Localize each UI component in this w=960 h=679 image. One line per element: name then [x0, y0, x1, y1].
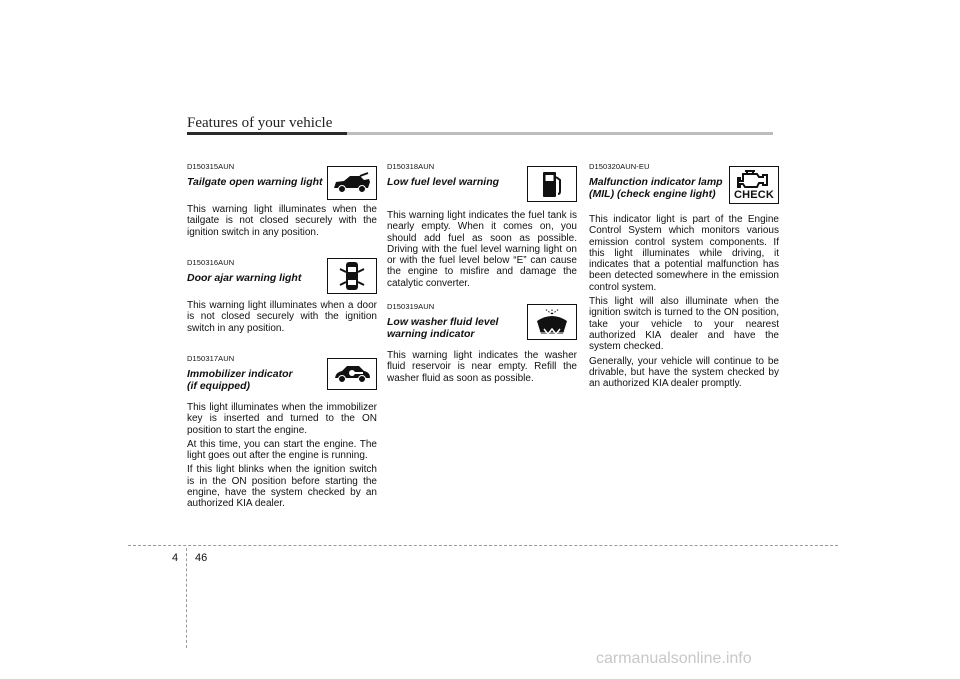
paragraph: This light will also illuminate when the ignition switch is turned to the ON position, take your vehicle to your nearest authorized KIA dealer and have the system checked. [589, 296, 779, 353]
door-ajar-icon [327, 258, 377, 294]
section-code: D150316AUN [187, 258, 235, 267]
watermark-text: carmanualsonline.info [596, 650, 752, 667]
section-title: Door ajar warning light [187, 272, 302, 284]
check-label: CHECK [733, 188, 775, 201]
paragraph: This warning light illuminates when a door is not closed securely with the ignition switch in any position. [187, 300, 377, 334]
section-body [387, 350, 577, 384]
column-1 [187, 162, 377, 513]
section-immobilizer [187, 354, 377, 510]
section-body [387, 210, 577, 289]
page-header-title: Features of your vehicle [187, 115, 333, 131]
section-code: D150315AUN [187, 162, 235, 171]
tailgate-open-icon [327, 166, 377, 200]
section-code: D150320AUN-EU [589, 162, 650, 171]
immobilizer-icon [327, 358, 377, 390]
section-body [187, 402, 377, 510]
washer-fluid-icon [527, 304, 577, 340]
footer-rule [128, 545, 838, 546]
paragraph: If this light blinks when the ignition switch is in the ON position before starting the engine, have the system checked by an authorized KIA dealer. [187, 464, 377, 510]
section-door-ajar [187, 258, 377, 354]
section-title: Tailgate open warning light [187, 176, 323, 188]
section-title: Low fuel level warning [387, 176, 500, 188]
section-title: Immobilizer indicator (if equipped) [187, 368, 293, 392]
section-code: D150318AUN [387, 162, 435, 171]
fuel-pump-icon [527, 166, 577, 202]
section-low-fuel [387, 162, 577, 302]
section-title: Malfunction indicator lamp (MIL) (check engine light) [589, 176, 723, 200]
paragraph: This warning light indicates the fuel tank is nearly empty. When it comes on, you should add fuel as soon as possible. Driving with the fuel level warning light on or with the fuel level below “E” can cause the engine to misfire and damage the catalytic converter. [387, 210, 577, 289]
column-3 [589, 162, 779, 392]
section-tailgate-open [187, 162, 377, 258]
section-code: D150319AUN [387, 302, 435, 311]
section-body [187, 204, 377, 238]
chapter-number: 4 [172, 552, 179, 564]
section-body [187, 300, 377, 334]
section-code: D150317AUN [187, 354, 235, 363]
paragraph: Generally, your vehicle will continue to be drivable, but have the system checked by an authorized KIA dealer promptly. [589, 355, 779, 390]
paragraph: This warning light illuminates when the tailgate is not closed securely with the ignition switch in any position. [187, 204, 377, 238]
column-2 [387, 162, 577, 387]
section-washer-fluid [387, 302, 577, 384]
paragraph: At this time, you can start the engine. The light goes out after the engine is running. [187, 438, 377, 462]
paragraph: This indicator light is part of the Engine Control System which monitors various emission control system components. If this light illuminates while driving, it indicates that a potential malfunction has been detected somewhere in the emission control system. [589, 214, 779, 293]
section-title: Low washer fluid level warning indicator [387, 316, 499, 340]
footer-divider [186, 548, 187, 648]
paragraph: This warning light indicates the washer fluid reservoir is near empty. Refill the washer fluid as soon as possible. [387, 350, 577, 384]
header-rule [187, 132, 773, 135]
paragraph: This light illuminates when the immobilizer key is inserted and turned to the ON position to start the engine. [187, 402, 377, 436]
check-engine-icon [729, 166, 779, 204]
page-number: 46 [195, 552, 208, 564]
section-body [589, 214, 779, 389]
section-mil [589, 162, 779, 389]
